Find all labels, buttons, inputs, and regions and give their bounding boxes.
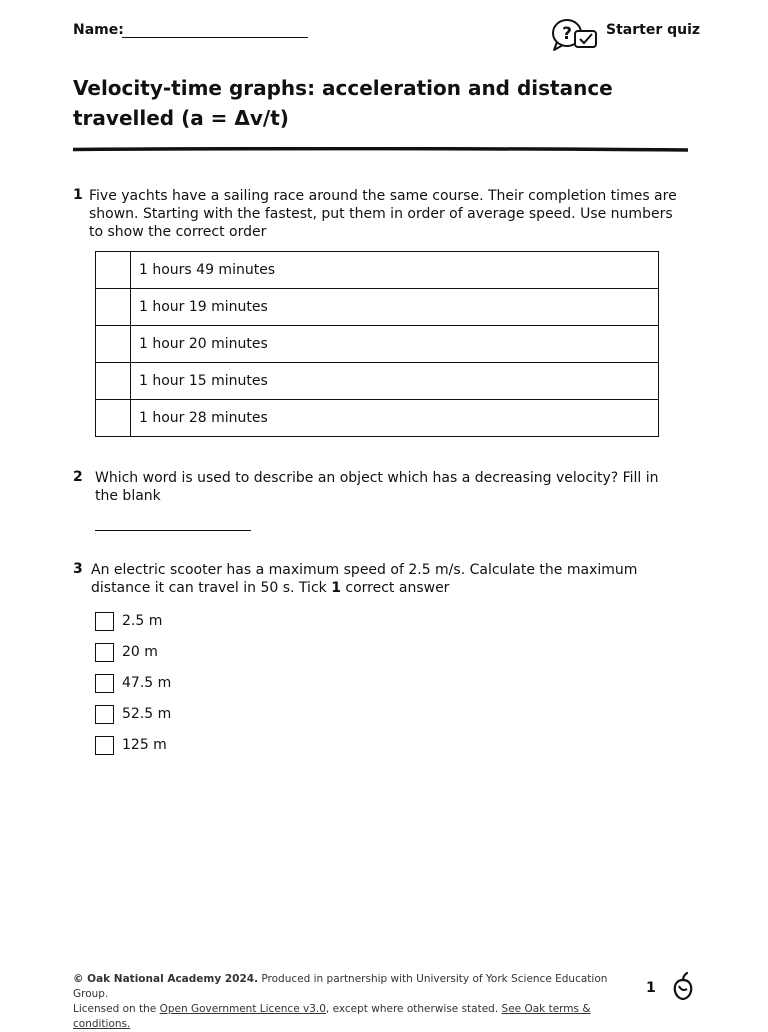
- table-row: [96, 400, 659, 437]
- table-row: [96, 252, 659, 289]
- question-3-tick-count: 1: [331, 580, 341, 596]
- table-row: [96, 289, 659, 326]
- footer-except-text: , except where otherwise stated.: [325, 1003, 502, 1015]
- order-input-box[interactable]: [96, 363, 131, 400]
- question-3-text-start: An electric scooter has a maximum speed of 2.5 m/s. Calculate the maximum distance it can travel in 50 s. Tick: [91, 562, 638, 596]
- page-title: Velocity-time graphs: acceleration and distance travelled (a = Δv/t): [73, 76, 613, 130]
- footer-partnership: Produced in partnership with University of York Science Education Group.: [73, 973, 608, 1000]
- svg-text:?: ?: [562, 24, 572, 44]
- order-input-box[interactable]: [96, 326, 131, 363]
- footer-copyright: © Oak National Academy 2024.: [73, 973, 259, 985]
- question-3-text: [91, 561, 691, 597]
- question-1-text: Five yachts have a sailing race around the same course. Their completion times are shown. Starting with the fastest, put them in order of average speed. Use numbers to show the correct order: [89, 188, 677, 240]
- question-3-text-end: correct answer: [340, 580, 450, 596]
- name-label: Name:: [73, 22, 124, 38]
- answer-blank-line[interactable]: [95, 530, 251, 531]
- order-input-box[interactable]: [96, 400, 131, 437]
- answer-checkbox[interactable]: [95, 643, 114, 662]
- licence-link[interactable]: Open Government Licence v3.0: [159, 1003, 326, 1015]
- answer-checkbox[interactable]: [95, 736, 114, 755]
- footer-credits: [73, 972, 633, 1032]
- order-item-label: 1 hour 28 minutes: [131, 400, 659, 437]
- question-3-number: 3: [73, 561, 83, 577]
- question-2-text: Which word is used to describe an object which has a decreasing velocity? Fill in the blank: [95, 470, 659, 504]
- name-field-line[interactable]: [122, 37, 308, 38]
- table-row: [96, 363, 659, 400]
- answer-option-label: 125 m: [122, 737, 167, 753]
- order-item-label: 1 hour 20 minutes: [131, 326, 659, 363]
- footer-line-1: [73, 972, 633, 1002]
- answer-option-label: 20 m: [122, 644, 158, 660]
- ordering-table: [95, 251, 659, 437]
- order-item-label: 1 hour 15 minutes: [131, 363, 659, 400]
- quiz-type-label: Starter quiz: [606, 22, 701, 38]
- answer-option-label: 2.5 m: [122, 613, 163, 629]
- oak-acorn-logo-icon: [672, 972, 694, 1000]
- answer-checkbox[interactable]: [95, 674, 114, 693]
- order-input-box[interactable]: [96, 289, 131, 326]
- terms-link[interactable]: See Oak terms & conditions.: [73, 1003, 591, 1030]
- footer-licensed-text: Licensed on the: [73, 1003, 160, 1015]
- page-number: 1: [646, 980, 656, 996]
- order-item-label: 1 hours 49 minutes: [131, 252, 659, 289]
- answer-option-label: 52.5 m: [122, 706, 172, 722]
- title-underline-divider: [73, 147, 688, 152]
- answer-checkbox[interactable]: [95, 705, 114, 724]
- answer-checkbox[interactable]: [95, 612, 114, 631]
- order-input-box[interactable]: [96, 252, 131, 289]
- quiz-speech-bubble-icon: [549, 17, 599, 53]
- table-row: [96, 326, 659, 363]
- question-1-number: 1: [73, 187, 83, 203]
- order-item-label: 1 hour 19 minutes: [131, 289, 659, 326]
- question-2-number: 2: [73, 469, 83, 485]
- answer-option-label: 47.5 m: [122, 675, 172, 691]
- footer-line-2: [73, 1002, 633, 1032]
